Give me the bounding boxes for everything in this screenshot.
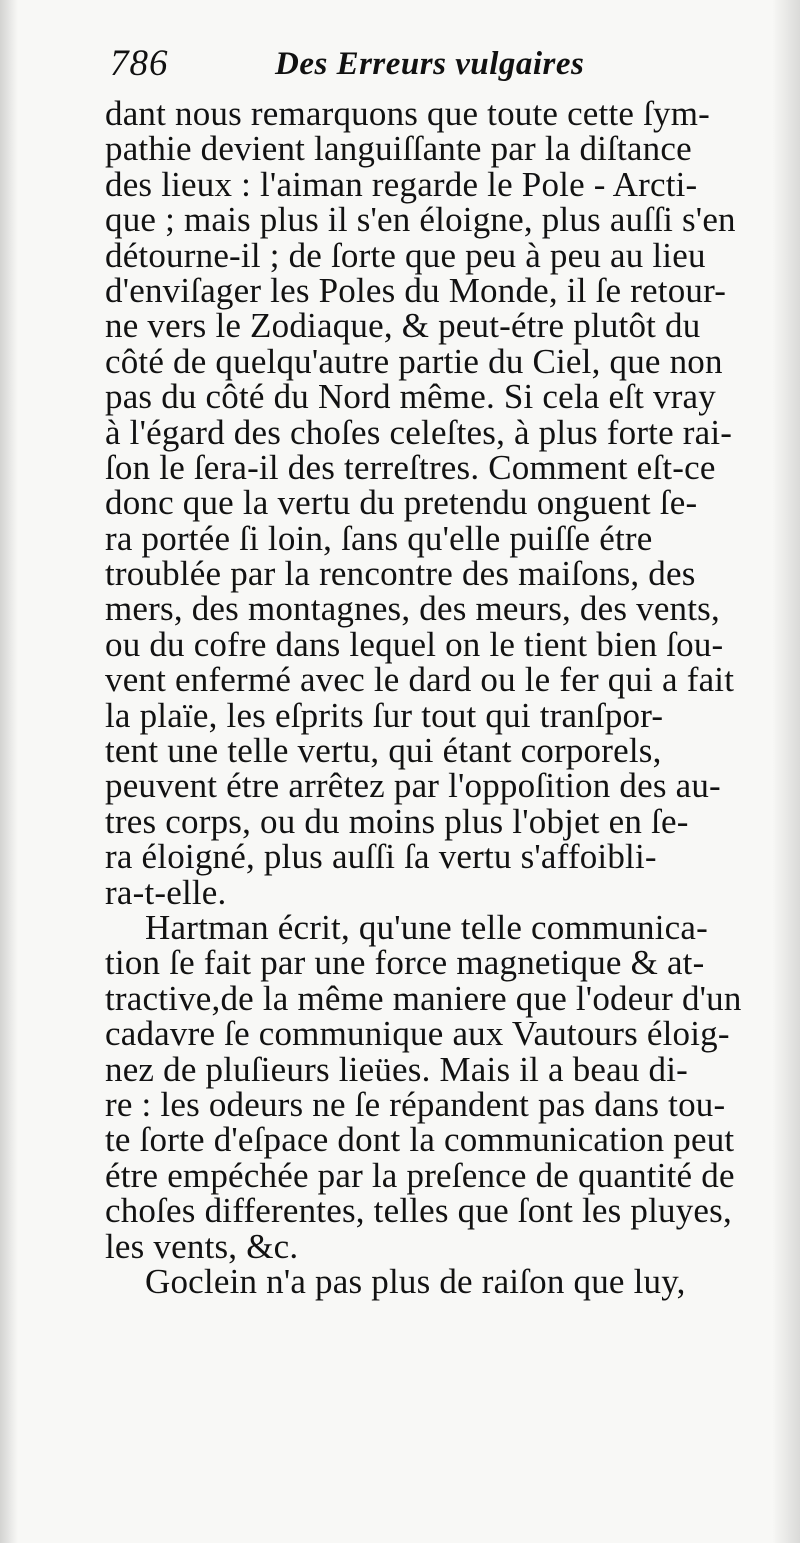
text-line: dant nous remarquons que toute cette ſym- <box>105 94 710 133</box>
text-line: ne vers le Zodiaque, & peut-étre plutôt du <box>105 306 701 346</box>
text-line: ou du cofre dans lequel on le tient bien ſou- <box>105 624 724 664</box>
text-line: à l'égard des choſes celeſtes, à plus forte rai- <box>105 412 733 452</box>
text-line: pathie devient languiſſante par la diſtance <box>105 129 692 169</box>
page-number: 786 <box>110 43 169 84</box>
text-line: détourne-il ; de ſorte que peu à peu au lieu <box>105 235 706 275</box>
text-line: te ſorte d'eſpace dont la communication peut <box>105 1120 735 1160</box>
body-text <box>105 96 765 1299</box>
text-line: que ; mais plus il s'en éloigne, plus auſſi s'en <box>105 200 736 240</box>
page-header <box>110 42 760 102</box>
gutter-shadow <box>0 0 18 1543</box>
text-line: tres corps, ou du moins plus l'objet en ſe- <box>105 801 689 841</box>
text-line: vent enfermé avec le dard ou le fer qui a fait <box>105 660 735 700</box>
text-line: pas du côté du Nord même. Si cela eſt vray <box>105 377 716 417</box>
text-line: la plaïe, les eſprits ſur tout qui tranſpor- <box>105 695 664 735</box>
text-line: tractive,de la même maniere que l'odeur d'un <box>105 978 742 1018</box>
text-line: nez de pluſieurs lieües. Mais il a beau di- <box>105 1049 689 1089</box>
running-head: Des Erreurs vulgaires <box>275 46 585 82</box>
text-line: étre empéchée par la preſence de quantité de <box>105 1155 735 1195</box>
text-line: cadavre ſe communique aux Vautours éloig- <box>105 1014 730 1054</box>
text-line: ra-t-elle. <box>105 872 227 912</box>
text-line: troublée par la rencontre des maiſons, des <box>105 554 696 594</box>
text-line: des lieux : l'aiman regarde le Pole - Arcti- <box>105 164 698 204</box>
text-line: ra éloigné, plus auſſi ſa vertu s'affoibli- <box>105 837 657 877</box>
text-line: mers, des montagnes, des meurs, des vents, <box>105 589 720 629</box>
text-line: côté de quelqu'autre partie du Ciel, que non <box>105 341 723 381</box>
text-line: peuvent étre arrêtez par l'oppoſition des au- <box>105 766 721 806</box>
text-line: d'enviſager les Poles du Monde, il ſe retour- <box>105 270 727 310</box>
text-line: re : les odeurs ne ſe répandent pas dans tou- <box>105 1084 726 1124</box>
paragraph-start-line: Goclein n'a pas plus de raiſon que luy, <box>145 1261 686 1301</box>
text-line: tent une telle vertu, qui étant corporels, <box>105 731 662 771</box>
text-line: tion ſe fait par une force magnetique & at- <box>105 943 705 983</box>
text-line: ſon le ſera-il des terreſtres. Comment eſt-ce <box>105 447 716 487</box>
text-line: donc que la vertu du pretendu onguent ſe- <box>105 483 698 523</box>
text-line: choſes differentes, telles que ſont les pluyes, <box>105 1191 732 1231</box>
edge-shadow <box>772 0 800 1543</box>
text-line: les vents, &c. <box>105 1226 299 1266</box>
paragraph-start-line: Hartman écrit, qu'une telle communica- <box>145 907 708 947</box>
text-line: ra portée ſi loin, ſans qu'elle puiſſe étre <box>105 518 653 558</box>
